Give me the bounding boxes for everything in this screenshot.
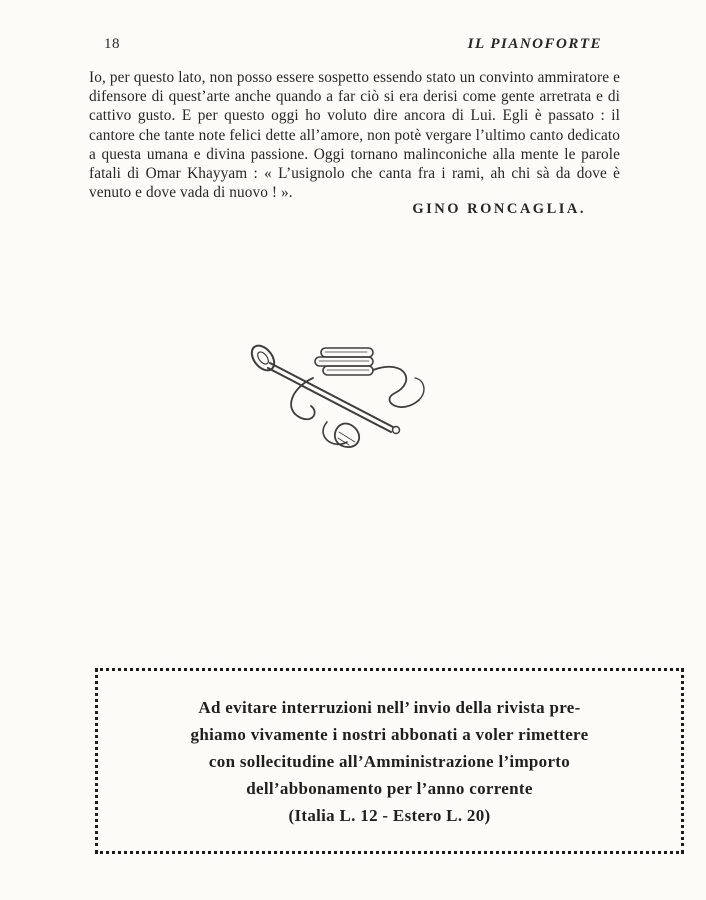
- article-signature: GINO RONCAGLIA.: [412, 201, 586, 217]
- notice-line: (Italia L. 12 - Estero L. 20): [288, 805, 491, 825]
- notice-line: ghiamo vivamente i nostri abbonati a voler rimettere: [190, 724, 589, 744]
- page-header: [104, 36, 602, 53]
- article-body: Io, per questo lato, non posso essere sospetto essendo stato un convinto ammiratore e difensore di quest’arte anche quando a far ciò si era derisi come gente arretrata e di cattivo gusto. E per questo oggi ho voluto dire ancora di Lui. Egli è passato : il cantore che tante note felici dette all’amore, non potè vergare l’ultimo canto dedicato a questa umana e divina passione. Oggi tornano malinconiche alla mente le parole fatali di Omar Khayyam : « L’usignolo che canta fra i rami, ah chi sà da dove è venuto e dove vada di nuovo ! ».: [89, 69, 620, 202]
- journal-title: IL PIANOFORTE: [467, 36, 602, 52]
- notice-line: dell’abbonamento per l’anno corrente: [246, 778, 533, 798]
- notice-line: Ad evitare interruzioni nell’ invio della rivista pre-: [198, 697, 581, 717]
- page-number: 18: [104, 36, 120, 52]
- subscription-notice-box: [95, 668, 684, 854]
- notice-line: con sollecitudine all’Amministrazione l’importo: [208, 751, 571, 771]
- trumpet-ribbon-ornament-illustration: [243, 330, 443, 460]
